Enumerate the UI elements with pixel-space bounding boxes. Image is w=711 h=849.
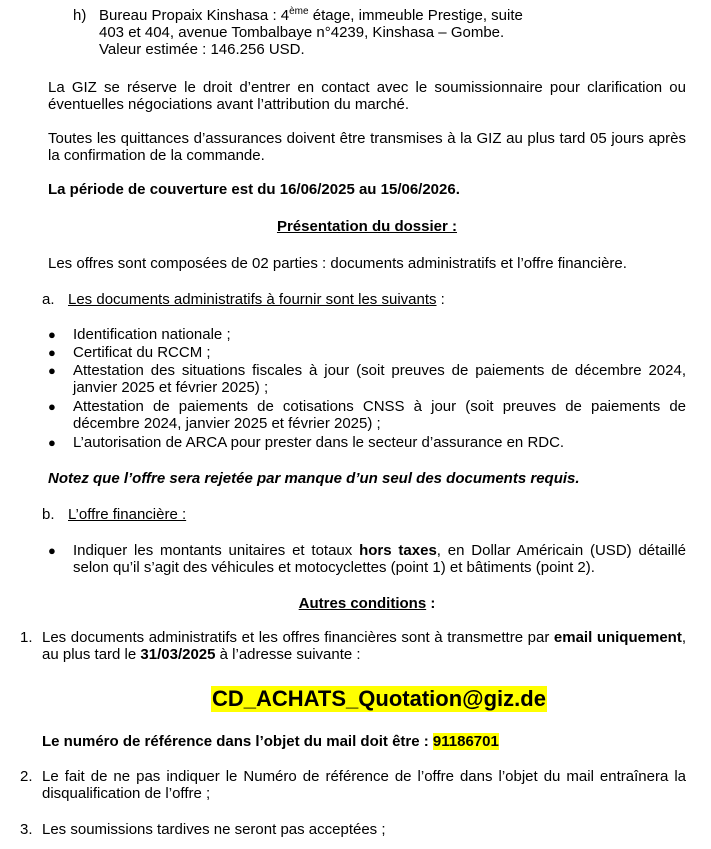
condition-2-number: 2. (20, 768, 33, 785)
note-reject: Notez que l’offre sera rejetée par manque d’un seul des documents requis. (48, 470, 580, 487)
coverage-period: La période de couverture est du 16/06/2025 au 15/06/2026. (48, 181, 460, 198)
item-h-line1: Bureau Propaix Kinshasa : 4ème étage, immeuble Prestige, suite (99, 6, 523, 24)
item-h-line3: Valeur estimée : 146.256 USD. (99, 41, 305, 58)
condition-1: Les documents administratifs et les offres financières sont à transmettre par email uniquement, au plus tard le 31/03/2025 à l’adresse suivante : (42, 629, 686, 663)
heading-dossier: Présentation du dossier : (276, 218, 458, 235)
condition-1-number: 1. (20, 629, 33, 646)
list-item: Attestation de paiements de cotisations CNSS à jour (soit preuves de paiements de décembre 2024, janvier 2025 et février 2025) ; (73, 398, 686, 432)
condition-3-number: 3. (20, 821, 33, 838)
list-item: L’autorisation de ARCA pour prester dans le secteur d’assurance en RDC. (73, 434, 565, 451)
reference-number: 91186701 (432, 733, 499, 750)
heading-autres: Autres conditions : (298, 595, 436, 612)
section-a-label: Les documents administratifs à fournir sont les suivants : (68, 291, 445, 308)
bullet-icon: ● (48, 363, 56, 378)
para-offres: Les offres sont composées de 02 parties : documents administratifs et l’offre financière. (48, 255, 627, 272)
condition-2: Le fait de ne pas indiquer le Numéro de référence de l’offre dans l’objet du mail entraînera la disqualification de l’offre ; (42, 768, 686, 802)
item-h-line2: 403 et 404, avenue Tombalbaye n°4239, Kinshasa – Gombe. (99, 24, 505, 41)
bullet-icon: ● (48, 345, 56, 360)
condition-3: Les soumissions tardives ne seront pas acceptées ; (42, 821, 386, 838)
bullet-icon: ● (48, 399, 56, 414)
list-item: Identification nationale ; (73, 326, 231, 343)
para-quittances: Toutes les quittances d’assurances doivent être transmises à la GIZ au plus tard 05 jours après la confirmation de la commande. (48, 130, 686, 164)
email-address: CD_ACHATS_Quotation@giz.de (212, 686, 546, 711)
para-contact: La GIZ se réserve le droit d’entrer en contact avec le soumissionnaire pour clarification ou éventuelles négociations avant l’attribution du marché. (48, 79, 686, 113)
bullet-icon: ● (48, 543, 56, 558)
bullet-icon: ● (48, 435, 56, 450)
item-h-marker: h) (73, 7, 87, 24)
section-a-marker: a. (42, 291, 55, 308)
financial-instruction: Indiquer les montants unitaires et totaux hors taxes, en Dollar Américain (USD) détaillé selon qu’il s’agit des véhicules et motocyclettes (point 1) et bâtiments (point 2). (73, 542, 686, 576)
bullet-icon: ● (48, 327, 56, 342)
section-b-label: L’offre financière : (68, 506, 187, 523)
reference-line: Le numéro de référence dans l’objet du mail doit être : 91186701 (42, 733, 499, 750)
list-item: Certificat du RCCM ; (73, 344, 211, 361)
list-item: Attestation des situations fiscales à jour (soit preuves de paiements de décembre 2024, janvier 2025 et février 2025) ; (73, 362, 686, 396)
section-b-marker: b. (42, 506, 55, 523)
